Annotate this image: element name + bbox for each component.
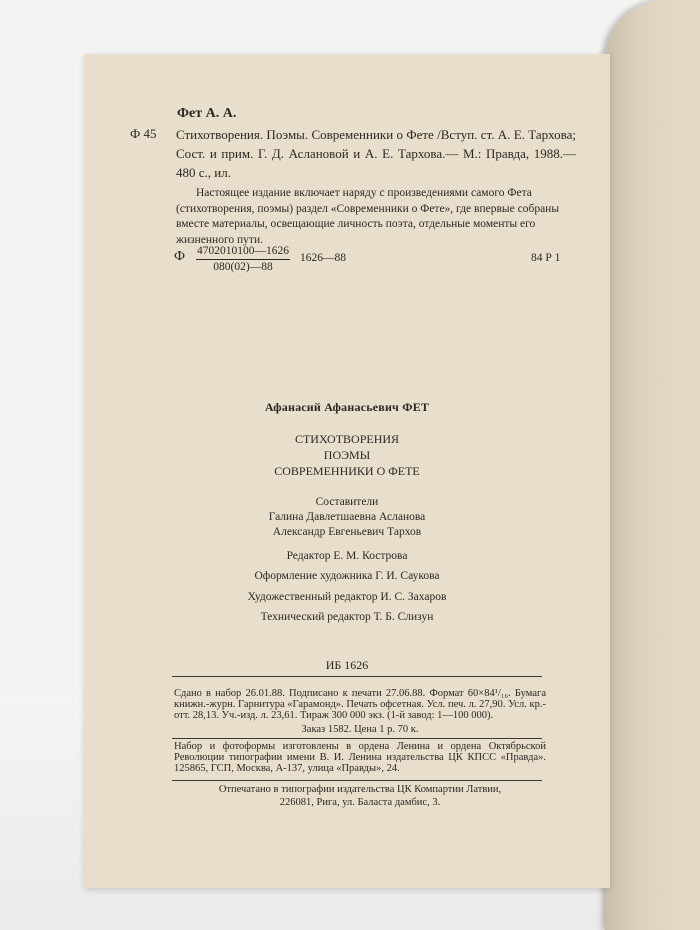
art-editor-credit: Художественный редактор И. С. Захаров bbox=[247, 591, 447, 603]
catalog-annotation: Настоящее издание включает наряду с произведениями самого Фета (стихотворения, поэмы) раздел «Современники о Фете», где впервые собраны вместе материалы, освещающие личность поэта, отдельные моменты его жизненного пути. bbox=[176, 187, 560, 246]
compiler-1: Галина Давлетшаевна Асланова bbox=[268, 511, 426, 523]
catalog-bibliography: Стихотворения. Поэмы. Современники о Фете /Вступ. ст. А. Е. Тархова; Сост. и прим. Г. Д. Аслановой и А. Е. Тархова.— М.: Правда, 1988.— 480 с., ил. bbox=[176, 127, 576, 180]
classification-letter: Ф bbox=[174, 249, 186, 264]
tech-editor-credit: Технический редактор Т. Б. Слизун bbox=[260, 611, 434, 623]
title-line-3: СОВРЕМЕННИКИ О ФЕТЕ bbox=[274, 464, 420, 478]
facing-page-edge bbox=[605, 0, 700, 930]
classification-denominator: 080(02)—88 bbox=[213, 261, 273, 273]
divider-top bbox=[172, 676, 542, 677]
title-line-1: СТИХОТВОРЕНИЯ bbox=[294, 432, 400, 446]
catalog-number: Ф 45 bbox=[130, 126, 157, 141]
bbk-code: 84 Р 1 bbox=[531, 252, 561, 264]
divider-bottom bbox=[172, 780, 542, 781]
classification-numerator: 4702010100—1626 bbox=[196, 244, 290, 260]
print-specifications: Сдано в набор 26.01.88. Подписано к печати 27.06.88. Формат 60×84¹/₁₆. Бумага книжн.-журн. Гарнитура «Гарамонд». Печать офсетная. Усл. печ. л. 27,90. Усл. кр.-отт. 28,13. Уч.-изд. л. 23,61. Тираж 300 000 экз. (1-й завод: 1—100 000). bbox=[174, 688, 546, 721]
book-page bbox=[84, 54, 610, 888]
compiler-2: Александр Евгеньевич Тархов bbox=[272, 526, 422, 538]
catalog-author: Фет А. А. bbox=[177, 106, 237, 121]
editor-credit: Редактор Е. М. Кострова bbox=[286, 550, 408, 562]
classification-suffix: 1626—88 bbox=[300, 252, 346, 264]
classification-fraction bbox=[196, 244, 290, 275]
printed-by-line-2: 226081, Рига, ул. Баласта дамбис, 3. bbox=[279, 797, 441, 808]
artist-credit: Оформление художника Г. И. Саукова bbox=[254, 570, 440, 582]
printed-by-line-1: Отпечатано в типографии издательства ЦК Компартии Латвии, bbox=[218, 784, 502, 795]
order-and-price: Заказ 1582. Цена 1 р. 70 к. bbox=[301, 724, 419, 735]
divider-middle bbox=[172, 738, 542, 739]
full-author-name: Афанасий Афанасьевич ФЕТ bbox=[264, 400, 430, 414]
title-line-2: ПОЭМЫ bbox=[323, 448, 371, 462]
typesetting-info: Набор и фотоформы изготовлены в ордена Ленина и ордена Октябрьской Революции типографии имени В. И. Ленина издательства ЦК КПСС «Правда». 125865, ГСП, Москва, А-137, улица «Правды», 24. bbox=[174, 741, 546, 774]
compilers-label: Составители bbox=[315, 496, 379, 508]
ib-number: ИБ 1626 bbox=[325, 658, 369, 672]
